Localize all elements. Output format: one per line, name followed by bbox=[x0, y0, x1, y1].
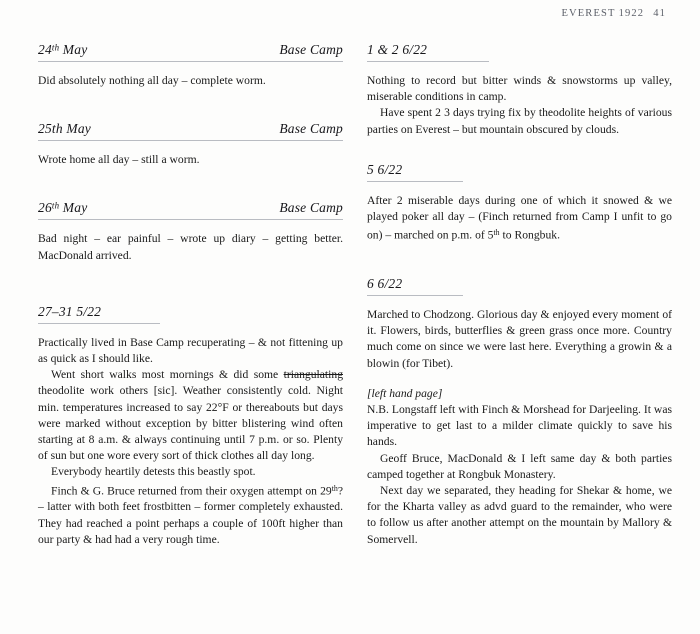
date-ordinal-suffix: th bbox=[331, 483, 338, 493]
diary-entry-5-june bbox=[367, 162, 672, 244]
running-head-year: 1922 bbox=[618, 8, 645, 19]
entry-paragraph: Geoff Bruce, MacDonald & I left same day & both parties camped together at Rongbuk Monastery. bbox=[367, 451, 672, 481]
entry-heading bbox=[367, 42, 672, 61]
entry-paragraph-finch: Finch & G. Bruce returned from their oxygen attempt on 29th? – latter with both feet frostbitten – former completely exhausted. They had reached a point perhaps a couple of 100ft higher than our party & had had a very rough time. bbox=[38, 483, 343, 546]
heading-rule bbox=[38, 140, 343, 141]
heading-rule bbox=[38, 219, 343, 220]
diary-entry-25-may bbox=[38, 121, 343, 168]
left-column bbox=[38, 40, 343, 548]
entry-location: Base Camp bbox=[279, 42, 343, 57]
entry-spacer bbox=[38, 89, 343, 119]
entry-heading bbox=[38, 121, 343, 140]
entry-heading bbox=[38, 200, 343, 219]
entry-paragraph: N.B. Longstaff left with Finch & Morshead for Darjeeling. It was imperative to get last to a milder climate quickly to save his hands. bbox=[367, 402, 672, 449]
running-head bbox=[561, 8, 666, 19]
entry-paragraph-poker: After 2 miserable days during one of which it snowed & we played poker all day – (Finch returned from Camp I unfit to go on) – marched on p.m. of 5th to Rongbuk. bbox=[367, 193, 672, 242]
entry-date: 1 & 2 6/22 bbox=[367, 42, 428, 57]
date-ordinal-suffix: th bbox=[493, 228, 500, 238]
entry-paragraph: Have spent 2 3 days trying fix by theodolite heights of various parties on Everest – but mountain obscured by clouds. bbox=[367, 106, 672, 136]
struck-through-word: triangulating bbox=[283, 368, 343, 382]
entry-heading bbox=[367, 162, 672, 181]
entry-date: 24th May bbox=[38, 42, 88, 57]
entry-spacer bbox=[367, 244, 672, 274]
entry-date: 6 6/22 bbox=[367, 275, 403, 291]
entry-paragraph: Bad night – ear painful – wrote up diary – getting better. MacDonald arrived. bbox=[38, 232, 343, 262]
diary-entry-24-may bbox=[38, 42, 343, 89]
entry-paragraph: Did absolutely nothing all day – complete worm. bbox=[38, 74, 266, 87]
entry-spacer bbox=[38, 264, 343, 302]
heading-rule bbox=[367, 295, 463, 296]
running-head-title: EVEREST bbox=[561, 8, 616, 19]
entry-location: Base Camp bbox=[279, 200, 343, 216]
entry-paragraph: Practically lived in Base Camp recuperating – & not fittening up as quick as I should like. bbox=[38, 335, 343, 366]
right-column bbox=[367, 40, 672, 548]
heading-rule bbox=[367, 181, 463, 182]
entry-paragraph: Nothing to record but bitter winds & snowstorms up valley, miserable conditions in camp. bbox=[367, 74, 672, 104]
editorial-note: [left hand page] bbox=[367, 386, 443, 400]
diary-entry-6-june bbox=[367, 276, 672, 548]
entry-heading bbox=[367, 276, 672, 295]
entry-date: 27–31 5/22 bbox=[38, 303, 102, 319]
two-column-body bbox=[0, 40, 700, 548]
entry-paragraph: Everybody heartily detests this beastly spot. bbox=[51, 465, 256, 479]
entry-heading bbox=[38, 304, 343, 323]
entry-paragraph: Next day we separated, they heading for Shekar & home, we for the Kharta valley as advd guard to the remainder, who were to follow us after another attempt on the mountain by Mallory & Somervell. bbox=[367, 484, 672, 546]
heading-rule bbox=[38, 61, 343, 62]
heading-rule bbox=[38, 323, 160, 324]
entry-location: Base Camp bbox=[279, 121, 343, 137]
entry-date: 5 6/22 bbox=[367, 161, 403, 177]
entry-heading bbox=[38, 42, 343, 61]
diary-entry-27-31-may bbox=[38, 304, 343, 548]
page-number: 41 bbox=[653, 8, 666, 19]
entry-paragraph: Wrote home all day – still a worm. bbox=[38, 153, 200, 167]
paragraph-spacer bbox=[367, 372, 672, 386]
diary-entry-26-may bbox=[38, 200, 343, 263]
entry-paragraph-triangulating: Went short walks most mornings & did some triangulating theodolite work others [sic]. Weather consistently cold. Night min. temperatures increased to say 22°F or thereabouts but days were marked without exception by bitter blistering wind often starting at 8 a.m. & always continuing until 7 p.m. or so. Plenty of sun but one wore every sort of thick clothes all day long. bbox=[38, 368, 343, 463]
entry-date: 25th May bbox=[38, 121, 91, 137]
entry-spacer bbox=[38, 168, 343, 198]
date-ordinal-suffix: th bbox=[51, 200, 60, 211]
date-ordinal-suffix: th bbox=[51, 42, 60, 53]
entry-spacer bbox=[367, 138, 672, 160]
diary-entry-1-2-june bbox=[367, 42, 672, 138]
heading-rule bbox=[367, 61, 489, 62]
entry-date: 26th May bbox=[38, 200, 88, 216]
entry-paragraph: Marched to Chodzong. Glorious day & enjoyed every moment of it. Flowers, birds, butterflies & green grass once more. Country much come on since we were last here. Everything a growin & a blowin (for Tibet). bbox=[367, 307, 672, 370]
